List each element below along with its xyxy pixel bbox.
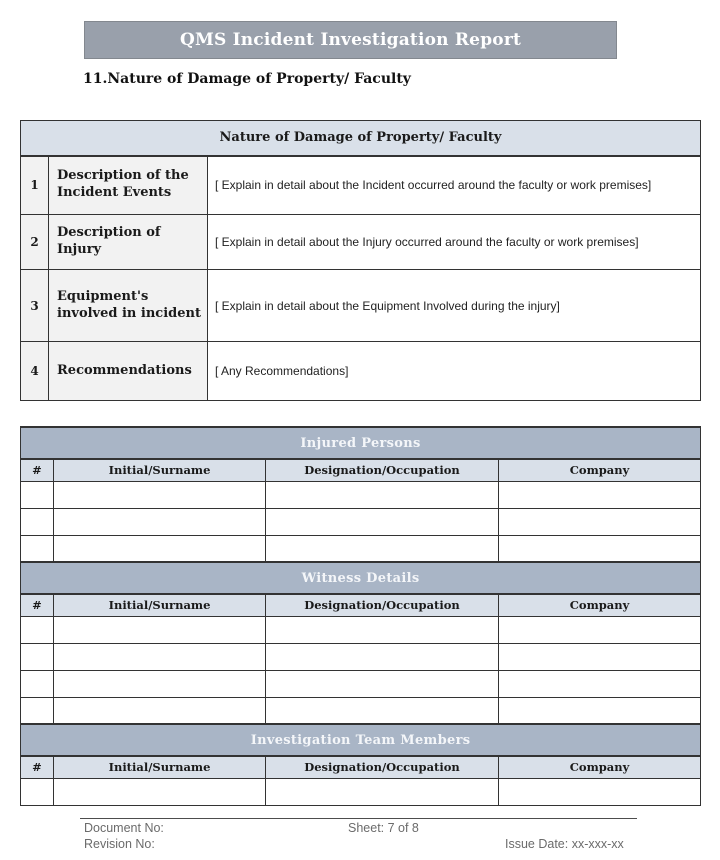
column-header-num: # <box>21 594 54 616</box>
empty-cell[interactable] <box>266 508 499 535</box>
table-row <box>21 481 701 508</box>
damage-table-title: Nature of Damage of Property/ Faculty <box>21 121 701 156</box>
section-banner-investigation-team-members: Investigation Team Members <box>21 724 701 756</box>
column-header-designation-occupation: Designation/Occupation <box>266 459 499 481</box>
empty-cell[interactable] <box>54 670 266 697</box>
footer-sheet-number: Sheet: 7 of 8 <box>348 821 419 835</box>
section-banner-row <box>21 427 701 459</box>
table-row <box>21 697 701 724</box>
row-label: Equipment's involved in incident <box>49 270 208 342</box>
incident-description-field[interactable]: [ Explain in detail about the Incident occurred around the faculty or work premises] <box>208 156 701 215</box>
table-row <box>21 643 701 670</box>
empty-cell[interactable] <box>266 670 499 697</box>
empty-cell[interactable] <box>21 778 54 805</box>
row-label: Recommendations <box>49 342 208 401</box>
footer-divider <box>80 818 637 819</box>
empty-cell[interactable] <box>21 697 54 724</box>
empty-cell[interactable] <box>499 508 701 535</box>
table-row <box>21 535 701 562</box>
table-row <box>21 670 701 697</box>
empty-cell[interactable] <box>499 535 701 562</box>
section-banner-row <box>21 562 701 594</box>
empty-cell[interactable] <box>54 697 266 724</box>
empty-cell[interactable] <box>21 616 54 643</box>
row-label: Description of Injury <box>49 215 208 270</box>
empty-cell[interactable] <box>266 535 499 562</box>
damage-table <box>20 120 701 401</box>
empty-cell[interactable] <box>266 778 499 805</box>
empty-cell[interactable] <box>499 670 701 697</box>
empty-cell[interactable] <box>499 778 701 805</box>
row-number: 3 <box>21 270 49 342</box>
report-title: QMS Incident Investigation Report <box>179 30 522 50</box>
table-row <box>21 778 701 805</box>
table-row <box>21 215 701 270</box>
recommendations-field[interactable]: [ Any Recommendations] <box>208 342 701 401</box>
section-banner-witness-details: Witness Details <box>21 562 701 594</box>
empty-cell[interactable] <box>499 481 701 508</box>
column-header-designation-occupation: Designation/Occupation <box>266 594 499 616</box>
row-number: 2 <box>21 215 49 270</box>
column-header-row <box>21 594 701 616</box>
table-row <box>21 616 701 643</box>
column-header-initial-surname: Initial/Surname <box>54 594 266 616</box>
empty-cell[interactable] <box>54 616 266 643</box>
empty-cell[interactable] <box>54 535 266 562</box>
row-number: 4 <box>21 342 49 401</box>
row-label: Description of the Incident Events <box>49 156 208 215</box>
empty-cell[interactable] <box>21 481 54 508</box>
column-header-row <box>21 459 701 481</box>
empty-cell[interactable] <box>266 481 499 508</box>
column-header-company: Company <box>499 756 701 778</box>
column-header-company: Company <box>499 459 701 481</box>
row-number: 1 <box>21 156 49 215</box>
column-header-company: Company <box>499 594 701 616</box>
empty-cell[interactable] <box>21 535 54 562</box>
empty-cell[interactable] <box>499 616 701 643</box>
section-banner-injured-persons: Injured Persons <box>21 427 701 459</box>
section-banner-row <box>21 724 701 756</box>
injury-description-field[interactable]: [ Explain in detail about the Injury occurred around the faculty or work premises] <box>208 215 701 270</box>
column-header-initial-surname: Initial/Surname <box>54 756 266 778</box>
section-heading: 11.Nature of Damage of Property/ Faculty <box>83 71 411 87</box>
empty-cell[interactable] <box>54 643 266 670</box>
empty-cell[interactable] <box>266 643 499 670</box>
empty-cell[interactable] <box>21 670 54 697</box>
footer-document-no: Document No: <box>84 821 164 835</box>
column-header-num: # <box>21 756 54 778</box>
empty-cell[interactable] <box>54 481 266 508</box>
table-row <box>21 342 701 401</box>
footer-revision-no: Revision No: <box>84 837 155 851</box>
empty-cell[interactable] <box>54 508 266 535</box>
empty-cell[interactable] <box>499 697 701 724</box>
footer-issue-date: Issue Date: xx-xxx-xx <box>505 837 624 851</box>
column-header-initial-surname: Initial/Surname <box>54 459 266 481</box>
empty-cell[interactable] <box>499 643 701 670</box>
empty-cell[interactable] <box>54 778 266 805</box>
empty-cell[interactable] <box>266 697 499 724</box>
table-row <box>21 156 701 215</box>
column-header-num: # <box>21 459 54 481</box>
people-table <box>20 426 701 806</box>
empty-cell[interactable] <box>21 643 54 670</box>
empty-cell[interactable] <box>21 508 54 535</box>
table-row <box>21 508 701 535</box>
column-header-row <box>21 756 701 778</box>
equipment-involved-field[interactable]: [ Explain in detail about the Equipment Involved during the injury] <box>208 270 701 342</box>
table-row <box>21 270 701 342</box>
empty-cell[interactable] <box>266 616 499 643</box>
damage-table-header-row <box>21 121 701 156</box>
report-title-bar <box>84 21 617 59</box>
column-header-designation-occupation: Designation/Occupation <box>266 756 499 778</box>
